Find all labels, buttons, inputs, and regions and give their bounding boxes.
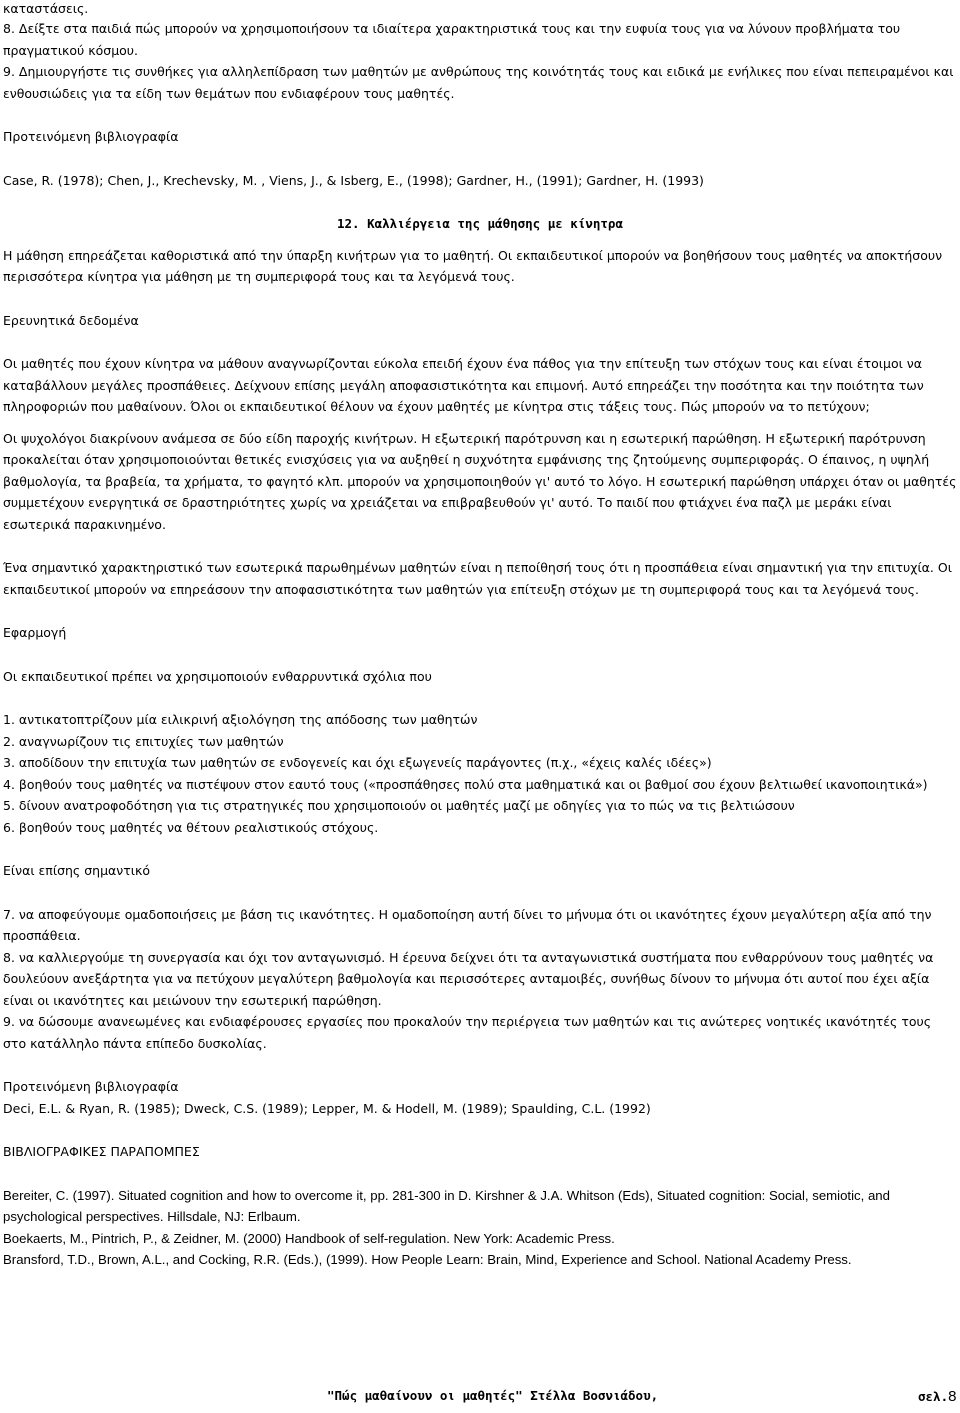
reference-item: Bereiter, C. (1997). Situated cognition and how to overcome it, pp. 281-300 in D. Kirshner & J.A. Whitson (Eds), Situated cognition: Social, semiotic, and psychological perspectives. Hillsdale, NJ: Erlbaum. (3, 1187, 890, 1224)
section-label: Προτεινόμενη βιβλιογραφία (3, 1079, 179, 1094)
list-item: 8. Δείξτε στα παιδιά πώς μπορούν να χρησιμοποιήσουν τα ιδιαίτερα χαρακτηριστικά τους και την ευφυία τους για να λύνουν προβλήματα του πραγματικού κόσμου. (3, 21, 901, 58)
page-number-value: 8 (948, 1388, 957, 1405)
section-label: Είναι επίσης σημαντικό (3, 863, 151, 878)
list-item: 8. να καλλιεργούμε τη συνεργασία και όχι τον ανταγωνισμό. Η έρευνα δείχνει ότι τα ανταγωνιστικά συστήματα που ενθαρρύνουν τους μαθητές να δουλεύουν ανεξάρτητα για να πετύχουν μεγαλύτερη βαθμολογία και περισσότερες ανταμοιβές, συνήθως δίνουν το μήνυμα ότι αυτοί που έχει αξία είναι οι ικανότητες και μειώνουν την εσωτερική παρώθηση. (3, 949, 934, 1008)
text-line: καταστάσεις. (3, 1, 89, 16)
paragraph: Οι μαθητές που έχουν κίνητρα να μάθουν αναγνωρίζονται εύκολα επειδή έχουν ένα πάθος για την επίτευξη των στόχων τους και είναι έτοιμοι να καταβάλλουν μεγάλες προσπάθειες. Δείχνουν επίσης μεγάλη αποφασιστικότητα και επιμονή. Αυτό επηρεάζει την ποσότητα και την ποιότητα των πληροφοριών που μαθαίνουν. Όλοι οι εκπαιδευτικοί θέλουν να έχουν μαθητές με κίνητρα στις τάξεις τους. Πώς μπορούν να το πετύχουν; (3, 356, 924, 414)
bibliography-line: Deci, E.L. & Ryan, R. (1985); Dweck, C.S. (1989); Lepper, M. & Hodell, M. (1989); Spaulding, C.L. (1992) (3, 1100, 651, 1116)
also-important-list (3, 904, 957, 1055)
reference-item: Bransford, T.D., Brown, A.L., and Cocking, R.R. (Eds.), (1999). How People Learn: Brain, Mind, Experience and School. National Academy Press. (3, 1252, 852, 1267)
list-item: 7. να αποφεύγουμε ομαδοποιήσεις με βάση τις ικανότητες. Η ομαδοποίηση αυτή δίνει το μήνυμα ότι οι ικανότητες έχουν μεγαλύτερη αξία από την προσπάθεια. (3, 906, 932, 943)
paragraph: Οι ψυχολόγοι διακρίνουν ανάμεσα σε δύο είδη παροχής κινήτρων. Η εξωτερική παρότρυνση και η εσωτερική παρώθηση. Η εξωτερική παρότρυνση προκαλείται όταν χρησιμοποιούνται θετικές ενισχύσεις για να αυξηθεί η συχνότητα εμφάνισης της ζητούμενης συμπεριφοράς. Ο έπαινος, η υψηλή βαθμολογία, τα βραβεία, τα χρήματα, το φαγητό κλπ. μπορούν να χρησιμοποιηθούν γι' αυτό το λόγο. Η εσωτερική παρώθηση υπάρχει όταν οι μαθητές συμμετέχουν ενεργητικά σε δραστηριότητες χωρίς να χρειάζεται να επιβραβευθούν γι' αυτό. Το παιδί που φτιάχνει ένα παζλ με μεράκι είναι εσωτερικά παρακινημένο. (3, 430, 957, 532)
list-item: 5. δίνουν ανατροφοδότηση για τις στρατηγικές που χρησιμοποιούν οι μαθητές μαζί με οδηγίες για το πώς να τις βελτιώσουν (3, 798, 795, 813)
page-number (918, 1388, 956, 1405)
list-item: 6. βοηθούν τους μαθητές να θέτουν ρεαλιστικούς στόχους. (3, 819, 379, 835)
paragraph: Ένα σημαντικό χαρακτηριστικό των εσωτερικά παρωθημένων μαθητών είναι η πεποίθησή τους ότι η προσπάθεια είναι σημαντική για την επιτυχία. Οι εκπαιδευτικοί μπορούν να επηρεάσουν την αποφασιστικότητα των μαθητών για επίτευξη στόχων με τη συμπεριφορά τους και τα λεγόμενά τους. (3, 560, 952, 597)
list-item: 3. αποδίδουν την επιτυχία των μαθητών σε ενδογενείς και όχι εξωγενείς παράγοντες (π.χ., «έχεις καλές ιδέες») (3, 755, 712, 770)
list-item: 2. αναγνωρίζουν τις επιτυχίες των μαθητών (3, 733, 284, 749)
list-item: 4. βοηθούν τους μαθητές να πιστέψουν στον εαυτό τους («προσπάθησες πολύ στα μαθηματικά και οι βαθμοί σου έχουν βελτιωθεί ικανοποιητικά») (3, 776, 928, 792)
intro-paragraph: Η μάθηση επηρεάζεται καθοριστικά από την ύπαρξη κινήτρων για το μαθητή. Οι εκπαιδευτικοί μπορούν να βοηθήσουν τους μαθητές να αποκτήσουν περισσότερα κίνητρα για μάθηση με τη συμπεριφορά τους και τα λεγόμενά τους. (3, 247, 943, 284)
section-title: 12. Καλλιέργεια της μάθησης με κίνητρα (337, 216, 623, 231)
page-prefix: σελ. (918, 1389, 949, 1404)
footer-title: "Πώς μαθαίνουν οι μαθητές" Στέλλα Βοσνιάδου, (327, 1388, 659, 1403)
section-label: ΒΙΒΛΙΟΓΡΑΦΙΚΕΣ ΠΑΡΑΠΟΜΠΕΣ (3, 1144, 200, 1159)
bibliography-line: Case, R. (1978); Chen, J., Krechevsky, M. , Viens, J., & Isberg, E., (1998); Gardner, H., (1991); Gardner, H. (1993) (3, 172, 704, 188)
paragraph: Οι εκπαιδευτικοί πρέπει να χρησιμοποιούν ενθαρρυντικά σχόλια που (3, 668, 432, 684)
list-item: 1. αντικατοπτρίζουν μία ειλικρινή αξιολόγηση της απόδοσης των μαθητών (3, 712, 478, 727)
document-page (3, 0, 957, 1271)
section-label: Προτεινόμενη βιβλιογραφία (3, 129, 179, 144)
section-label: Εφαρμογή (3, 625, 67, 640)
page-footer (0, 1388, 960, 1410)
section-label: Ερευνητικά δεδομένα (3, 312, 139, 328)
list-item: 9. Δημιουργήστε τις συνθήκες για αλληλεπίδραση των μαθητών με ανθρώπους της κοινότητάς τους και ειδικά με ενήλικες που είναι πεπειραμένοι και ενθουσιώδεις για τα είδη των θεμάτων που ενδιαφέρουν τους μαθητές. (3, 64, 954, 101)
application-list (3, 709, 957, 838)
list-item: 9. να δώσουμε ανανεωμένες και ενδιαφέρουσες εργασίες που προκαλούν την περιέργεια των μαθητών και τις ανώτερες νοητικές ικανότητές τους στο κατάλληλο πάντα επίπεδο δυσκολίας. (3, 1014, 932, 1051)
references-list (3, 1185, 957, 1271)
reference-item: Boekaerts, M., Pintrich, P., & Zeidner, M. (2000) Handbook of self-regulation. New York: Academic Press. (3, 1230, 615, 1246)
